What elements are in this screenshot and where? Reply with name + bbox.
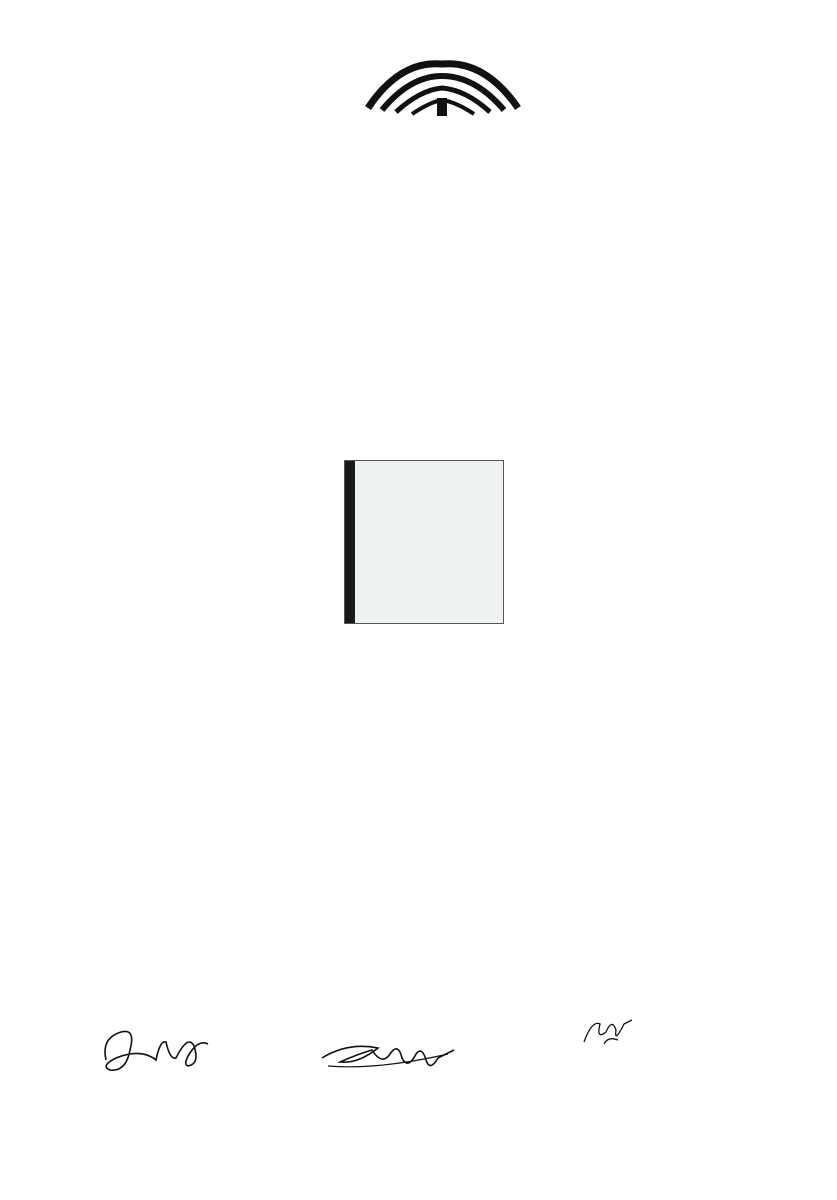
panel-edge	[345, 461, 355, 623]
dean-signature	[578, 1010, 638, 1050]
border-right	[790, 60, 824, 1060]
sports-pictograms	[344, 460, 504, 624]
university-logo-icon	[360, 58, 525, 120]
border-left	[18, 60, 52, 1060]
university-logo	[360, 58, 525, 150]
organizer-signature	[96, 1020, 216, 1082]
head-signature	[318, 1024, 458, 1076]
pictogram-grid	[359, 465, 499, 619]
